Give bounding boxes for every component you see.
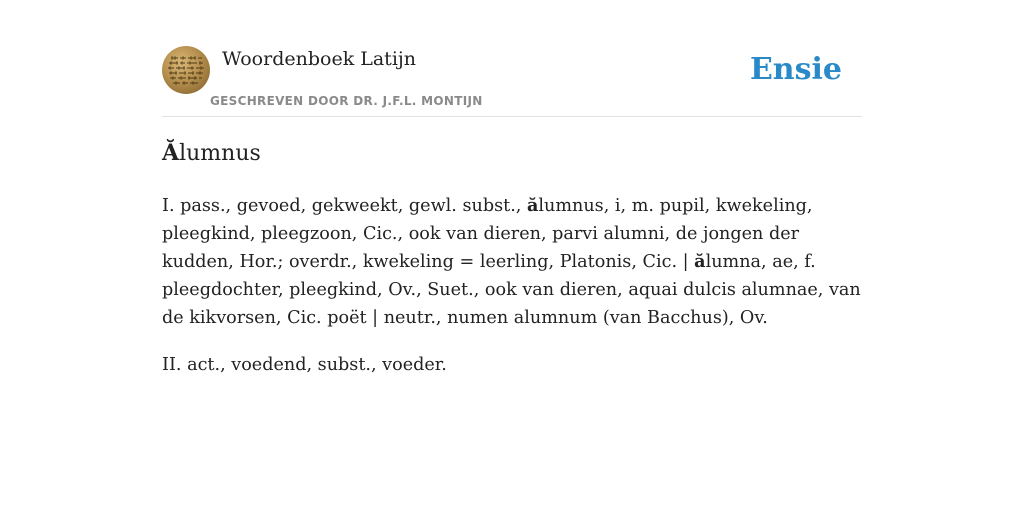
- sense-1-bold-a: ă: [526, 195, 539, 216]
- dictionary-title[interactable]: Woordenboek Latijn: [222, 48, 417, 70]
- sense-1-text-a: I. pass., gevoed, gekweekt, gewl. subst.,: [162, 196, 527, 216]
- ensie-brand-link[interactable]: Ensie: [749, 52, 842, 87]
- entry-body: [162, 192, 862, 379]
- entry-headword: [162, 140, 261, 166]
- site-header: [162, 46, 862, 117]
- entry-sense-1: [162, 192, 862, 332]
- latin-inscription-coin-logo-icon[interactable]: [162, 46, 210, 94]
- entry-sense-2: II. act., voedend, subst., voeder.: [162, 355, 447, 375]
- sense-1-bold-b: ă: [694, 251, 706, 272]
- author-byline: GESCHREVEN DOOR DR. J.F.L. MONTIJN: [210, 94, 483, 108]
- sense-1-text-b: lumnus, i, m. pupil, kwekeling, pleegkind, pleegzoon, Cic., ook van dieren, parvi alumni, de jongen der kudden, Hor.; overdr., kwekeling = leerling, Platonis, Cic. |: [162, 196, 813, 272]
- headword-initial: Ă: [162, 140, 180, 166]
- sense-1-text-c: lumna, ae, f. pleegdochter, pleegkind, Ov., Suet., ook van dieren, aquai dulcis alumnae, van de kikvorsen, Cic. poët | neutr., numen alumnum (van Bacchus), Ov.: [162, 252, 861, 328]
- headword-rest: lumnus: [179, 141, 261, 166]
